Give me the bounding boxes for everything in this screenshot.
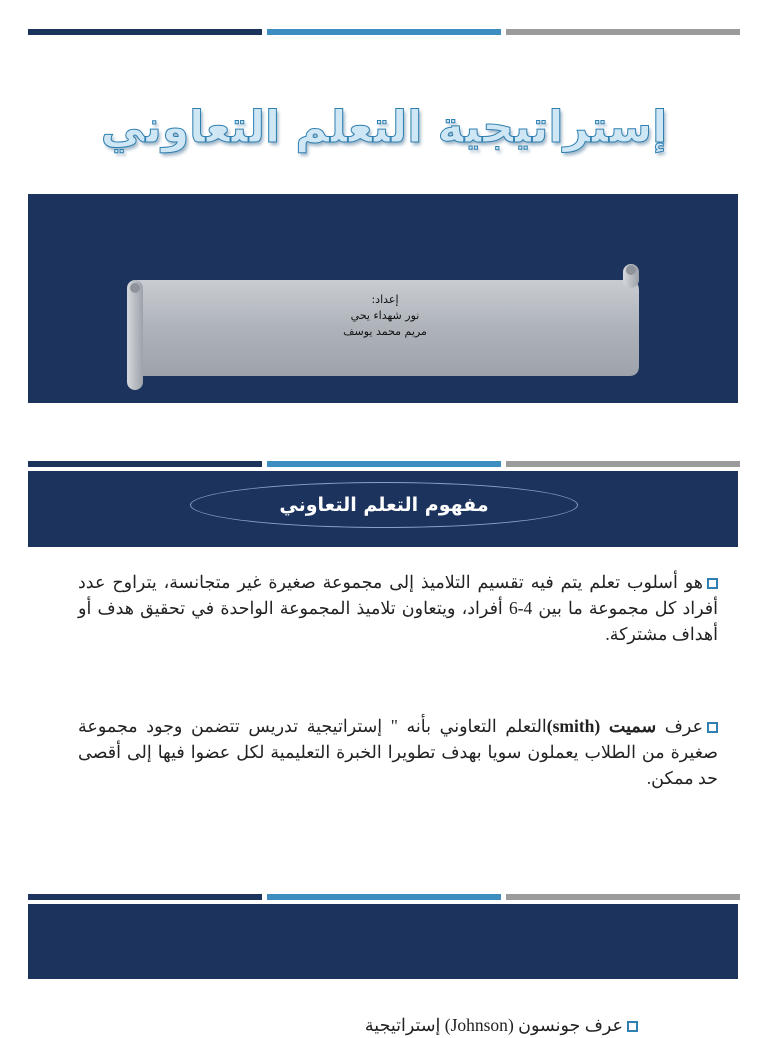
definition-paragraph: هو أسلوب تعلم يتم فيه تقسيم التلاميذ إلى مجموعة صغيرة غير متجانسة، يتراوح عدد أفراد كل مجموعة ما بين 4-6 أفراد، ويتعاون تلاميذ المجموعة الواحدة في تحقيق هدف أو أهداف مشتركة. (78, 572, 718, 644)
credits-name: نور شهداء يحي (350, 309, 420, 322)
section-header-banner (28, 904, 738, 979)
smith-definition-paragraph: عرف سميت (smith)التعلم التعاوني بأنه " إستراتيجية تدريس تتضمن وجود مجموعة صغيرة من الطلاب يعملون سويا بهدف تطويرا الخبرة التعليمية لكل عضوا فيها إلى أقصى حد ممكن. (78, 716, 718, 788)
section-title: مفهوم التعلم التعاوني (279, 494, 489, 516)
section-stripe (28, 461, 740, 467)
section-stripe (28, 894, 740, 900)
credits-name: مريم محمد يوسف (343, 325, 427, 338)
checkbox-bullet-icon (707, 722, 718, 733)
top-stripe (28, 29, 740, 35)
page-title: إستراتيجية التعلم التعاوني (100, 102, 668, 153)
checkbox-bullet-icon (627, 1021, 638, 1032)
credits-scroll (125, 262, 641, 392)
credits-label: إعداد: (371, 293, 399, 306)
partial-paragraph: عرف جونسون (Johnson) إستراتيجية (78, 1012, 638, 1038)
checkbox-bullet-icon (707, 578, 718, 589)
